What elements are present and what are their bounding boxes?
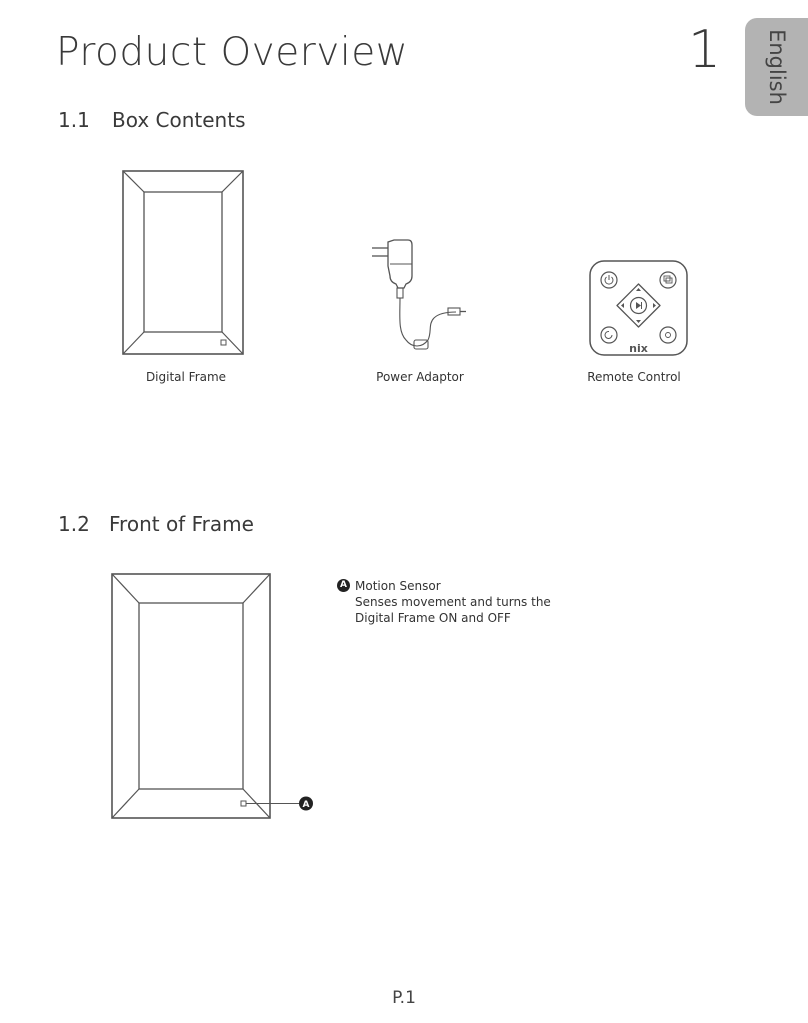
language-tab[interactable]	[745, 18, 808, 116]
section-title-box-contents: Box Contents	[112, 108, 246, 132]
note-description-line2: Digital Frame ON and OFF	[355, 611, 511, 625]
digital-frame-icon	[122, 170, 246, 356]
chapter-number: 1	[688, 20, 722, 80]
motion-sensor-note	[337, 578, 551, 626]
section-number-box-contents: 1.1	[58, 108, 90, 132]
power-adaptor-icon	[368, 236, 472, 356]
note-title: Motion Sensor	[355, 579, 441, 593]
note-description-line1: Senses movement and turns the	[355, 595, 551, 609]
remote-brand-logo: nix	[629, 342, 648, 355]
page-title: Product Overview	[56, 30, 409, 75]
caption-remote-control: Remote Control	[587, 370, 681, 384]
section-number-front-of-frame: 1.2	[58, 512, 90, 536]
front-of-frame-diagram	[111, 573, 321, 821]
remote-control-icon	[589, 260, 689, 356]
caption-digital-frame: Digital Frame	[145, 370, 227, 384]
section-title-front-of-frame: Front of Frame	[109, 512, 254, 536]
note-badge: A	[337, 579, 350, 592]
caption-power-adaptor: Power Adaptor	[376, 370, 464, 384]
language-tab-label: English	[764, 29, 789, 105]
callout-badge-letter: A	[302, 800, 310, 810]
page-number: P.1	[392, 988, 416, 1008]
motion-sensor-marker	[241, 801, 246, 806]
